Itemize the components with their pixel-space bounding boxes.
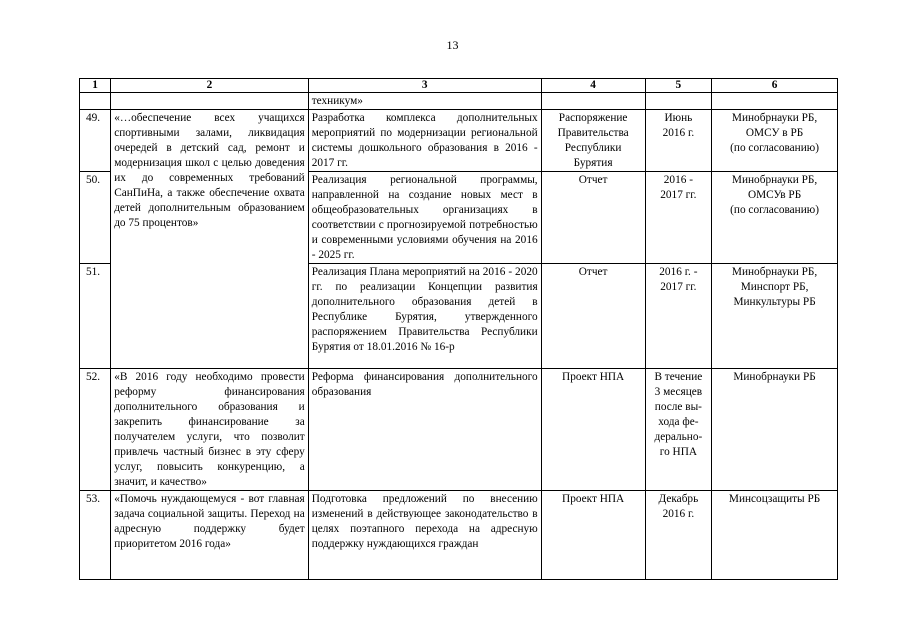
measure-cell: Реализация региональной программы, направленной на создание новых мест в общеобразовательных организациях в соответствии с прогнозируемой потребностью и современными условиями обучения на 2016 - 2025 гг.	[308, 172, 541, 264]
table-row	[80, 110, 838, 172]
responsible-cell: Минобрнауки РБ	[712, 369, 838, 491]
table-header-row	[80, 79, 838, 93]
column-header: 1	[80, 79, 111, 93]
doc-type-cell: Распоряжение Правительства Республики Бурятия	[541, 110, 645, 172]
column-header: 2	[111, 79, 309, 93]
quote-cell: «В 2016 году необходимо провести реформу финансирования дополнительного образования и закрепить финансирование за получателем услуги, что позволит привлечь частный бизнес в эту сферу услуг, повысить конкуренцию, а значит, и качество»	[111, 369, 309, 491]
row-number: 51.	[80, 264, 111, 369]
quote-cell: «Помочь нуждающемуся - вот главная задача социальной защиты. Переход на адресную поддержку будет приоритетом 2016 года»	[111, 491, 309, 580]
measure-cell: Подготовка предложений по внесению изменений в действующее законодательство в целях поэтапного перехода на адресную поддержку нуждающихся граждан	[308, 491, 541, 580]
deadline-cell: 2016 - 2017 гг.	[645, 172, 712, 264]
table-row	[80, 369, 838, 491]
doc-type-cell: Проект НПА	[541, 369, 645, 491]
measure-cell: Реформа финансирования дополнительного образования	[308, 369, 541, 491]
doc-type-cell: Отчет	[541, 172, 645, 264]
measure-cell: Разработка комплекса дополнительных мероприятий по модернизации региональной системы дошкольного образования в 2016 - 2017 гг.	[308, 110, 541, 172]
column-header: 4	[541, 79, 645, 93]
quote-cell: «…обеспечение всех учащихся спортивными залами, ликвидация очередей в детский сад, ремонт и модернизация школ с целью доведения их до современных требований СанПиНа, а также обеспечение охвата детей дополнительным образованием до 75 процентов»	[111, 110, 309, 369]
measure-cell: Реализация Плана мероприятий на 2016 - 2020 гг. по реализации Концепции развития дополнительного образования детей в Республике Бурятия, утвержденного распоряжением Правительства Республики Бурятия от 18.01.2016 № 16-р	[308, 264, 541, 369]
column-header: 3	[308, 79, 541, 93]
column-header: 6	[712, 79, 838, 93]
deadline-cell: Июнь 2016 г.	[645, 110, 712, 172]
responsible-cell: Минобрнауки РБ, ОМСУв РБ (по согласованию)	[712, 172, 838, 264]
row-number: 50.	[80, 172, 111, 264]
table-row-continuation	[80, 93, 838, 110]
responsible-cell: Минобрнауки РБ, ОМСУ в РБ (по согласованию)	[712, 110, 838, 172]
deadline-cell: Декабрь 2016 г.	[645, 491, 712, 580]
deadline-cell: В течение 3 месяцев после вы- хода фе- дерально- го НПА	[645, 369, 712, 491]
row-number: 49.	[80, 110, 111, 172]
measures-table	[79, 78, 838, 580]
deadline-cell: 2016 г. - 2017 гг.	[645, 264, 712, 369]
doc-type-cell: Отчет	[541, 264, 645, 369]
responsible-cell: Минобрнауки РБ, Минспорт РБ, Минкультуры РБ	[712, 264, 838, 369]
row-number: 52.	[80, 369, 111, 491]
column-header: 5	[645, 79, 712, 93]
page-number: 13	[446, 38, 459, 52]
doc-type-cell: Проект НПА	[541, 491, 645, 580]
table-row	[80, 491, 838, 580]
row-number: 53.	[80, 491, 111, 580]
responsible-cell: Минсоцзащиты РБ	[712, 491, 838, 580]
measure-cell: техникум»	[308, 93, 541, 110]
